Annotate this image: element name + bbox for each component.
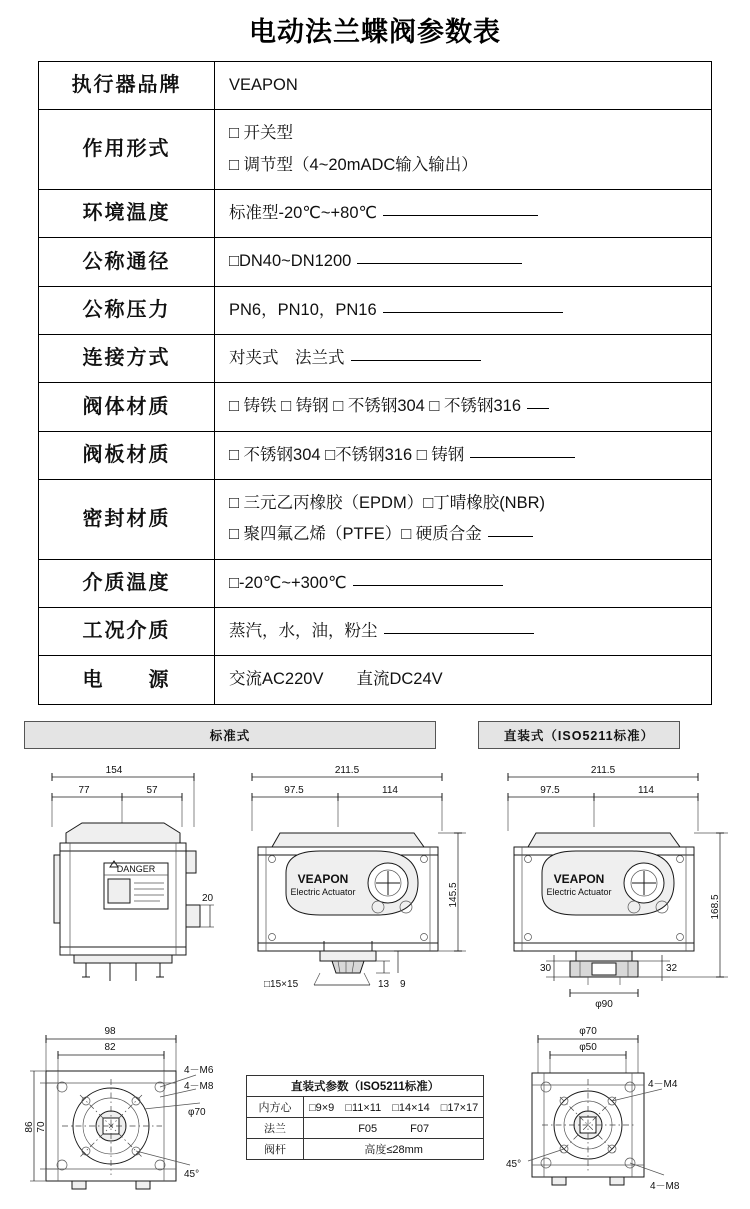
elevations-row bbox=[10, 749, 740, 1017]
row-value bbox=[215, 110, 712, 190]
iso-value: 高度≤28mm bbox=[304, 1138, 484, 1159]
table-row bbox=[39, 383, 712, 431]
thread-m6-label: 4－M6 bbox=[184, 1064, 214, 1076]
dim-82-label: 82 bbox=[104, 1041, 116, 1053]
write-line bbox=[383, 201, 538, 216]
row-label: 电 源 bbox=[39, 656, 215, 704]
dim-small2-label: 9 bbox=[400, 978, 406, 990]
dim-phi70-label: φ70 bbox=[188, 1106, 206, 1118]
brand-label: VEAPON bbox=[297, 871, 349, 886]
brand-sub-label: Electric Actuator bbox=[290, 886, 356, 897]
row-label: 阀板材质 bbox=[39, 431, 215, 479]
page-title: 电动法兰蝶阀参数表 bbox=[249, 17, 501, 47]
table-row bbox=[247, 1117, 484, 1138]
dim-phi70-label: φ70 bbox=[579, 1025, 598, 1037]
dim-right-label: 114 bbox=[638, 784, 654, 796]
table-row bbox=[39, 480, 712, 560]
iso-table-wrapper bbox=[246, 1019, 484, 1194]
brand-sub-label: Electric Actuator bbox=[546, 886, 612, 897]
iso-value: □9×9 □11×11 □14×14 □17×17 bbox=[304, 1096, 484, 1117]
value-text: □DN40~DN1200 bbox=[229, 252, 352, 271]
dim-b-label: 32 bbox=[666, 962, 678, 974]
row-label: 连接方式 bbox=[39, 335, 215, 383]
dim-a-label: 30 bbox=[540, 962, 552, 974]
table-row bbox=[39, 335, 712, 383]
write-line bbox=[351, 346, 481, 361]
row-value bbox=[215, 335, 712, 383]
value-text: □-20℃~+300℃ bbox=[229, 573, 347, 592]
write-line bbox=[357, 249, 522, 264]
table-row bbox=[247, 1075, 484, 1096]
table-row bbox=[39, 656, 712, 704]
table-row bbox=[247, 1096, 484, 1117]
iso-value: F05 F07 bbox=[304, 1117, 484, 1138]
dim-98-label: 98 bbox=[104, 1025, 116, 1037]
dim-phi-label: φ90 bbox=[595, 998, 613, 1010]
angle-label: 45° bbox=[506, 1158, 522, 1170]
plan-right-svg bbox=[502, 1019, 698, 1194]
header-standard: 标准式 bbox=[24, 721, 436, 749]
side-view-drawing bbox=[24, 755, 220, 1017]
drawings-section bbox=[0, 721, 750, 1194]
value-text: 标准型-20℃~+80℃ bbox=[229, 204, 378, 223]
table-row bbox=[39, 62, 712, 110]
row-label: 阀体材质 bbox=[39, 383, 215, 431]
angle-label: 45° bbox=[184, 1168, 200, 1180]
table-row bbox=[39, 238, 712, 286]
iso-key: 法兰 bbox=[247, 1117, 304, 1138]
dim-phi50-label: φ50 bbox=[579, 1041, 598, 1053]
iso-key: 内方心 bbox=[247, 1096, 304, 1117]
iso-key: 阀杆 bbox=[247, 1138, 304, 1159]
write-line bbox=[488, 522, 533, 537]
table-row bbox=[247, 1138, 484, 1159]
dim-total-label: 211.5 bbox=[334, 764, 360, 776]
thread-m8-label: 4－M8 bbox=[650, 1180, 680, 1192]
dim-86-label: 86 bbox=[24, 1121, 35, 1133]
value-text: 交流AC220V 直流DC24V bbox=[229, 670, 443, 689]
value-text: □ 调节型（4~20mADC输入输出） bbox=[229, 155, 478, 174]
table-row bbox=[39, 559, 712, 607]
dim-square-label: □15×15 bbox=[264, 978, 299, 990]
side-view-svg bbox=[24, 755, 220, 1017]
header-direct: 直装式（ISO5211标准） bbox=[478, 721, 680, 749]
row-label: 介质温度 bbox=[39, 559, 215, 607]
row-value bbox=[215, 656, 712, 704]
plan-left-svg bbox=[24, 1019, 230, 1194]
row-label: 密封材质 bbox=[39, 480, 215, 560]
row-value bbox=[215, 431, 712, 479]
row-value bbox=[215, 559, 712, 607]
value-text: VEAPON bbox=[229, 76, 298, 94]
spec-table-wrapper bbox=[0, 61, 750, 705]
plan-right-drawing bbox=[502, 1019, 698, 1194]
dim-left-label: 97.5 bbox=[284, 784, 304, 796]
write-line bbox=[470, 443, 575, 458]
write-line bbox=[353, 571, 503, 586]
row-label: 执行器品牌 bbox=[39, 62, 215, 110]
write-line bbox=[527, 394, 549, 409]
danger-label: DANGER bbox=[116, 863, 156, 874]
row-value bbox=[215, 608, 712, 656]
spec-table bbox=[38, 61, 712, 705]
value-text: 对夹式 法兰式 bbox=[229, 349, 345, 368]
row-value bbox=[215, 480, 712, 560]
value-text: □ 铸铁 □ 铸钢 □ 不锈钢304 □ 不锈钢316 bbox=[229, 397, 522, 416]
dim-left-label: 97.5 bbox=[540, 784, 560, 796]
iso-caption: 直装式参数（ISO5211标准） bbox=[247, 1075, 484, 1096]
table-row bbox=[39, 110, 712, 190]
row-label: 公称压力 bbox=[39, 286, 215, 334]
dim-height-label: 20 bbox=[202, 892, 214, 904]
row-label: 作用形式 bbox=[39, 110, 215, 190]
dim-total-label: 211.5 bbox=[590, 764, 616, 776]
dim-right-label: 57 bbox=[146, 784, 158, 796]
table-row bbox=[39, 431, 712, 479]
value-text: □ 开关型 bbox=[229, 124, 294, 143]
iso-table bbox=[246, 1075, 484, 1160]
value-text: 蒸汽，水，油，粉尘 bbox=[229, 622, 378, 641]
thread-m8-label: 4－M8 bbox=[184, 1080, 214, 1092]
front-direct-drawing bbox=[484, 755, 740, 1017]
row-value bbox=[215, 190, 712, 238]
dim-70-label: 70 bbox=[36, 1121, 47, 1133]
row-value bbox=[215, 238, 712, 286]
value-text: PN6，PN10，PN16 bbox=[229, 300, 377, 319]
value-text: □ 不锈钢304 □不锈钢316 □ 铸钢 bbox=[229, 445, 465, 464]
drawing-headers bbox=[10, 721, 740, 749]
row-value bbox=[215, 286, 712, 334]
table-row bbox=[39, 286, 712, 334]
table-row bbox=[39, 190, 712, 238]
table-row bbox=[39, 608, 712, 656]
row-value bbox=[215, 383, 712, 431]
front-standard-drawing bbox=[228, 755, 478, 1017]
row-label: 环境温度 bbox=[39, 190, 215, 238]
value-text: □ 聚四氟乙烯（PTFE）□ 硬质合金 bbox=[229, 525, 482, 544]
thread-m4-label: 4－M4 bbox=[648, 1078, 678, 1090]
plans-row bbox=[10, 1017, 740, 1194]
row-label: 公称通径 bbox=[39, 238, 215, 286]
dim-left-label: 77 bbox=[78, 784, 90, 796]
value-text: □ 三元乙丙橡胶（EPDM）□丁晴橡胶(NBR) bbox=[229, 494, 546, 513]
dim-total-label: 154 bbox=[105, 764, 123, 776]
write-line bbox=[383, 298, 563, 313]
front-direct-svg bbox=[484, 755, 740, 1017]
front-standard-svg bbox=[228, 755, 478, 1017]
brand-label: VEAPON bbox=[553, 871, 605, 886]
dim-height-label: 145.5 bbox=[448, 882, 459, 908]
dim-small1-label: 13 bbox=[378, 978, 390, 990]
dim-right-label: 114 bbox=[382, 784, 398, 796]
dim-height-label: 168.5 bbox=[710, 894, 721, 920]
write-line bbox=[384, 619, 534, 634]
plan-left-drawing bbox=[24, 1019, 230, 1194]
row-label: 工况介质 bbox=[39, 608, 215, 656]
row-value bbox=[215, 62, 712, 110]
